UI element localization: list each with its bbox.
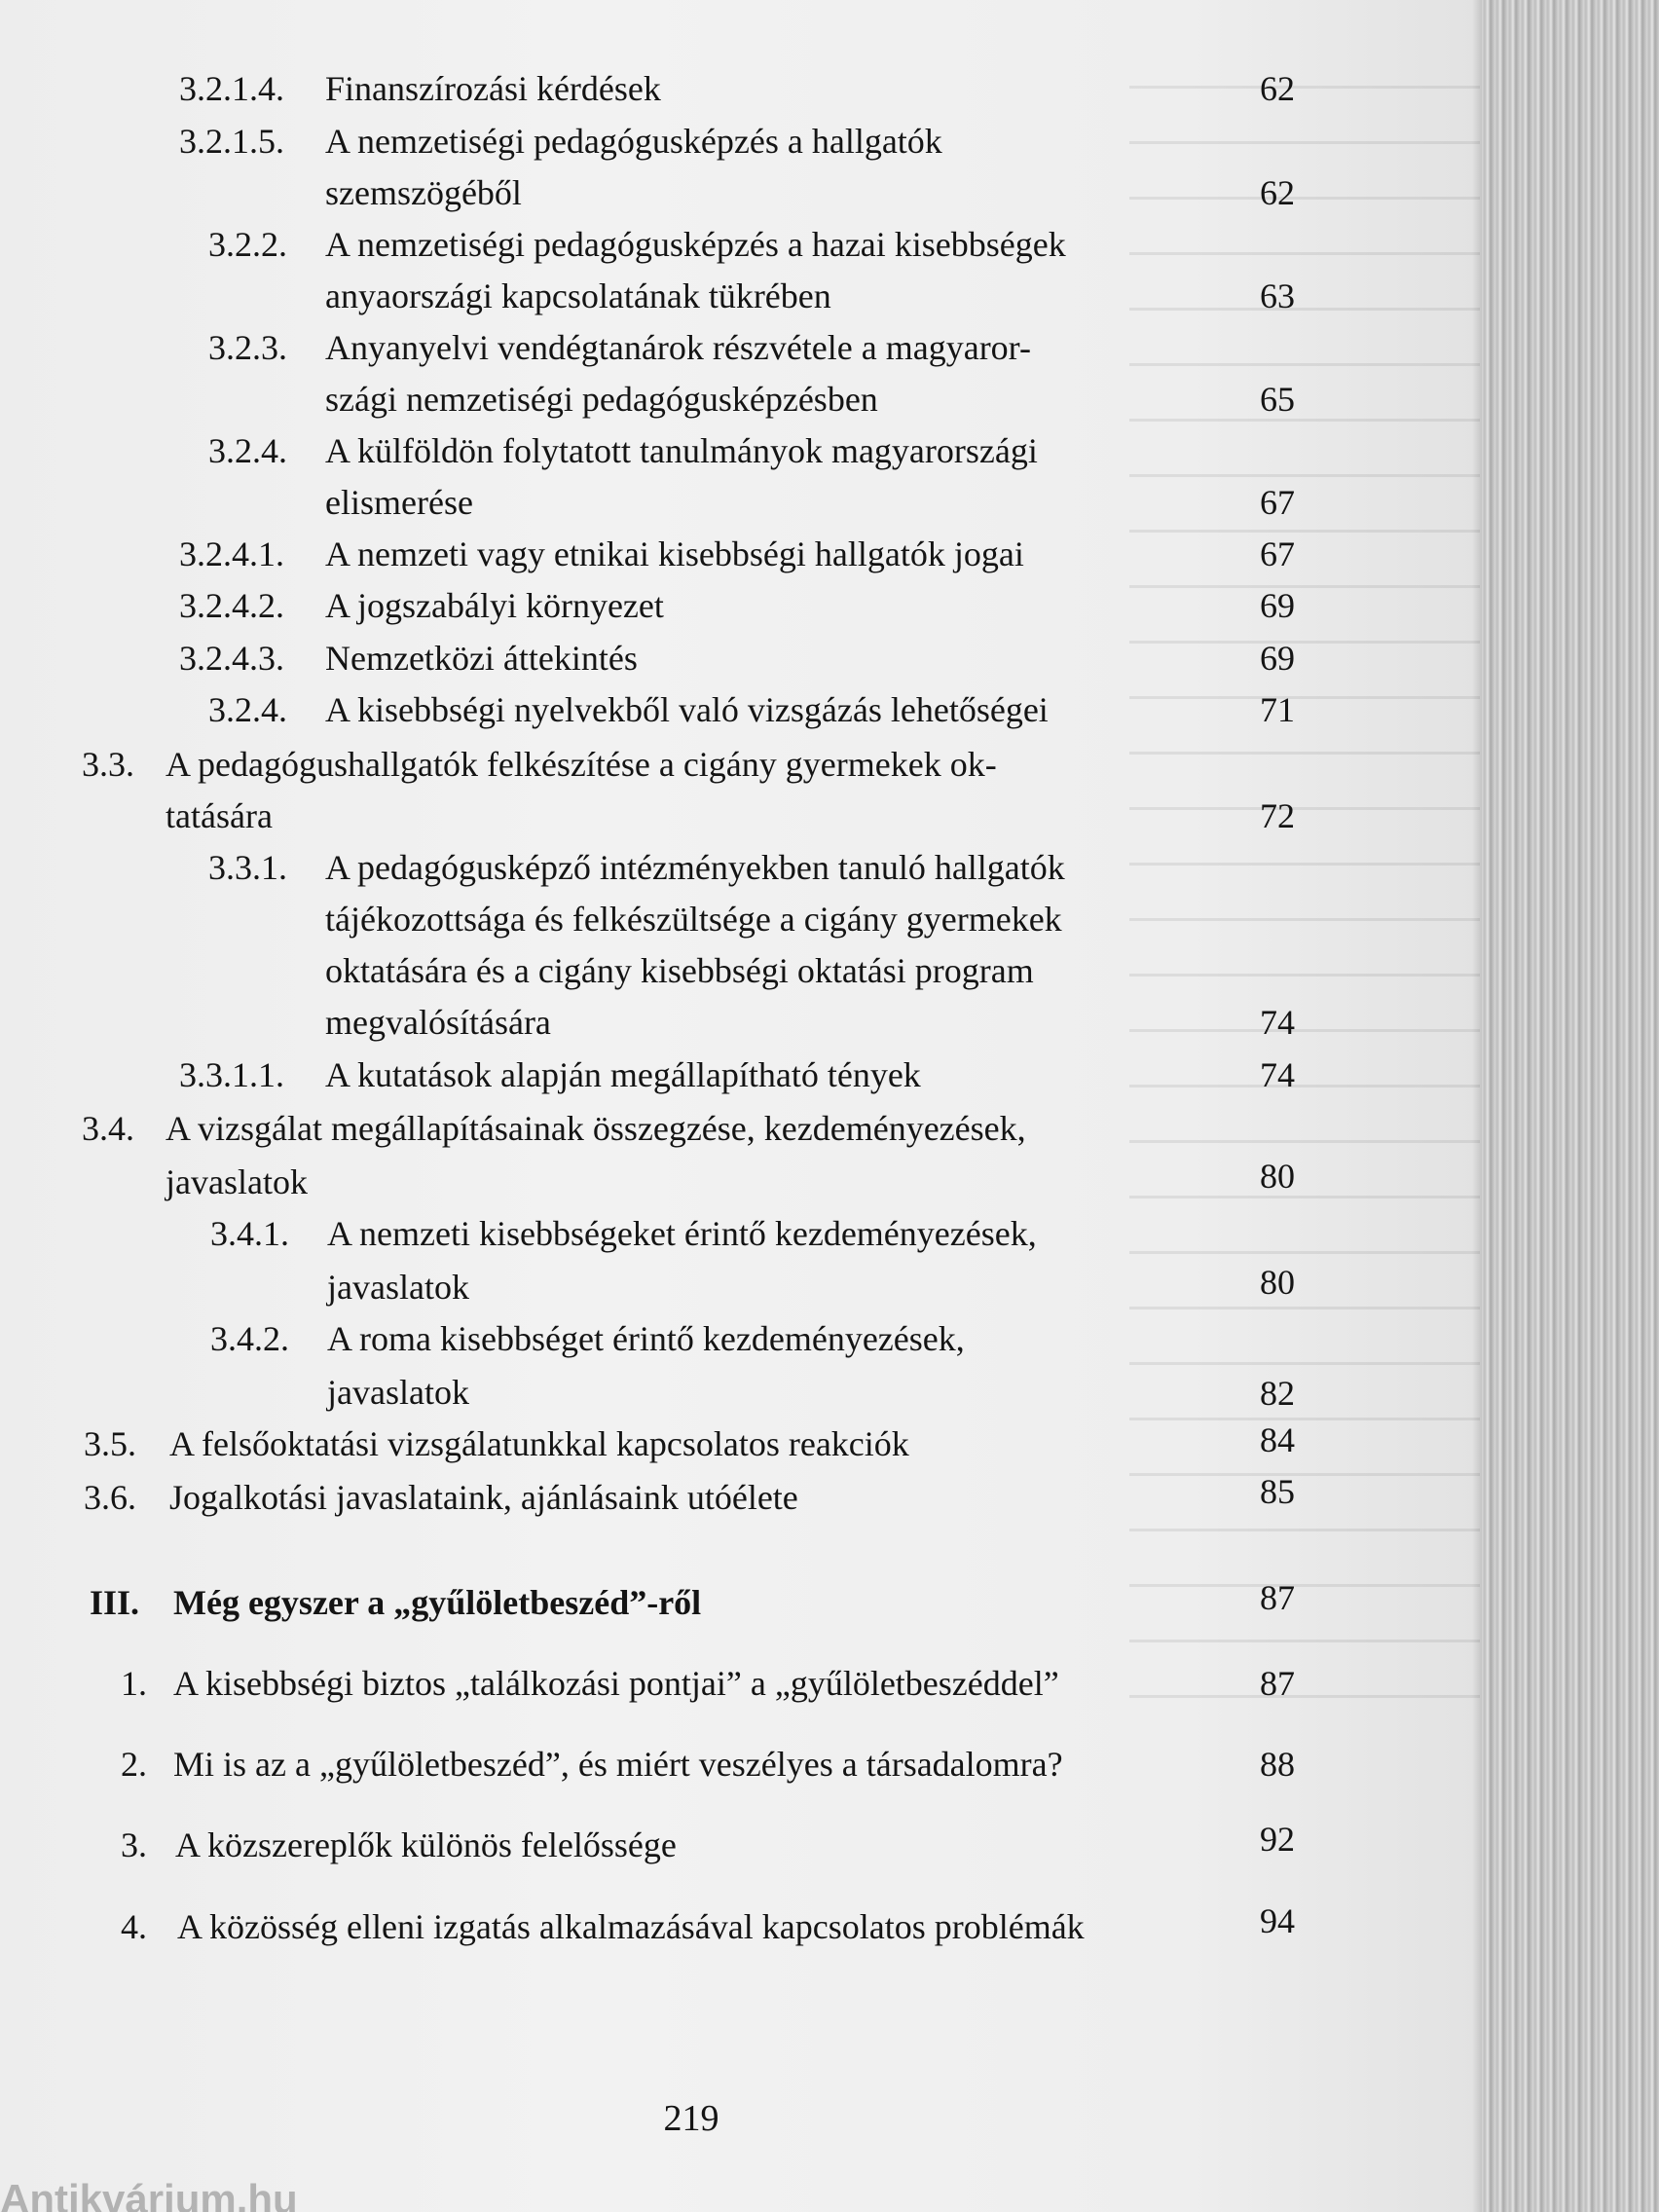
toc-entry-number: 3.2.4.3. [179, 639, 284, 678]
toc-entry-number: 3.4.2. [210, 1319, 289, 1358]
toc-entry-title: javaslatok [327, 1268, 469, 1307]
toc-entry-title: Mi is az a „gyűlöletbeszéd”, és miért veszélyes a társadalomra? [173, 1745, 1063, 1784]
toc-entry-page: 63 [1260, 276, 1295, 315]
toc-entry-number: 3.3.1.1. [179, 1055, 284, 1094]
toc-entry-title: szemszögéből [325, 173, 522, 212]
page-stack-edge [1482, 0, 1659, 2212]
toc-entry-page: 62 [1260, 69, 1295, 108]
toc-entry-title: A közösség elleni izgatás alkalmazásával kapcsolatos problémák [177, 1907, 1085, 1946]
toc-entry-title: A nemzeti vagy etnikai kisebbségi hallgatók jogai [325, 535, 1024, 573]
toc-entry-title: A kisebbségi nyelvekből való vizsgázás lehetőségei [325, 690, 1049, 729]
toc-entry-number: 3.4.1. [210, 1214, 289, 1253]
toc-entry-title: Még egyszer a „gyűlöletbeszéd”-ről [173, 1583, 702, 1622]
toc-entry-title: A külföldön folytatott tanulmányok magyarországi [325, 431, 1038, 470]
toc-entry-title: A nemzeti kisebbségeket érintő kezdeményezések, [327, 1214, 1037, 1253]
toc-entry-page: 65 [1260, 380, 1295, 419]
toc-entry-title: Anyanyelvi vendégtanárok részvétele a magyaror- [325, 328, 1031, 367]
toc-entry-number: 2. [121, 1745, 147, 1784]
toc-entry-number: 3.2.1.4. [179, 69, 284, 108]
toc-entry-title: A közszereplők különös felelőssége [175, 1825, 677, 1864]
toc-entry-number: III. [90, 1583, 140, 1622]
toc-entry-title: A jogszabályi környezet [325, 586, 664, 625]
toc-entry-title: anyaországi kapcsolatának tükrében [325, 276, 831, 315]
toc-entry-page: 87 [1260, 1578, 1295, 1617]
toc-entry-title: A felsőoktatási vizsgálatunkkal kapcsolatos reakciók [169, 1424, 909, 1463]
toc-entry-page: 74 [1260, 1003, 1295, 1042]
toc-entry-number: 3.6. [84, 1478, 136, 1517]
toc-entry-number: 3.2.4.2. [179, 586, 284, 625]
toc-entry-number: 3.2.2. [208, 225, 287, 264]
toc-entry-title: A pedagógushallgatók felkészítése a cigány gyermekek ok- [166, 745, 997, 784]
toc-entry-number: 4. [121, 1907, 147, 1946]
toc-entry-title: A nemzetiségi pedagógusképzés a hazai kisebbségek [325, 225, 1066, 264]
toc-entry-page: 69 [1260, 586, 1295, 625]
toc-entry-page: 74 [1260, 1055, 1295, 1094]
toc-entry-title: elismerése [325, 483, 473, 522]
toc-entry-title: Nemzetközi áttekintés [325, 639, 638, 678]
toc-entry-number: 3.4. [82, 1109, 134, 1148]
toc-entry-number: 3.2.4. [208, 431, 287, 470]
toc-entry-title: A kutatások alapján megállapítható tények [325, 1055, 921, 1094]
toc-entry-title: Finanszírozási kérdések [325, 69, 661, 108]
toc-entry-page: 71 [1260, 690, 1295, 729]
toc-entry-page: 92 [1260, 1820, 1295, 1859]
toc-entry-title: A nemzetiségi pedagógusképzés a hallgatók [325, 122, 942, 161]
toc-entry-page: 87 [1260, 1664, 1295, 1703]
toc-entry-number: 3. [121, 1825, 147, 1864]
toc-entry-title: A vizsgálat megállapításainak összegzése, kezdeményezések, [166, 1109, 1026, 1148]
toc-entry-title: A kisebbségi biztos „találkozási pontjai” a „gyűlöletbeszéddel” [173, 1664, 1059, 1703]
toc-entry-number: 3.3. [82, 745, 134, 784]
toc-entry-title: javaslatok [166, 1162, 308, 1201]
toc-entry-number: 1. [121, 1664, 147, 1703]
toc-entry-page: 67 [1260, 535, 1295, 573]
toc-entry-page: 88 [1260, 1745, 1295, 1784]
toc-entry-page: 84 [1260, 1420, 1295, 1459]
toc-entry-page: 94 [1260, 1901, 1295, 1940]
toc-entry-title: tatására [166, 796, 273, 835]
toc-entry-page: 72 [1260, 796, 1295, 835]
toc-entry-number: 3.5. [84, 1424, 136, 1463]
page-number: 219 [663, 2098, 719, 2139]
toc-entry-number: 3.3.1. [208, 848, 287, 887]
toc-entry-page: 62 [1260, 173, 1295, 212]
toc-entry-title: A roma kisebbséget érintő kezdeményezések, [327, 1319, 965, 1358]
toc-entry-title: megvalósítására [325, 1003, 551, 1042]
watermark: Antikvárium.hu [0, 2176, 298, 2212]
toc-entry-page: 69 [1260, 639, 1295, 678]
toc-entry-title: javaslatok [327, 1373, 469, 1412]
toc-entry-page: 82 [1260, 1374, 1295, 1413]
toc-entry-number: 3.2.1.5. [179, 122, 284, 161]
toc-entry-number: 3.2.3. [208, 328, 287, 367]
toc-entry-number: 3.2.4.1. [179, 535, 284, 573]
toc-entry-page: 80 [1260, 1157, 1295, 1196]
toc-entry-page: 85 [1260, 1472, 1295, 1511]
toc-entry-title: A pedagógusképző intézményekben tanuló hallgatók [325, 848, 1065, 887]
toc-entry-title: szági nemzetiségi pedagógusképzésben [325, 380, 878, 419]
toc-entry-page: 80 [1260, 1263, 1295, 1302]
toc-entry-title: Jogalkotási javaslataink, ajánlásaink utóélete [169, 1478, 798, 1517]
toc-entry-number: 3.2.4. [208, 690, 287, 729]
toc-entry-page: 67 [1260, 483, 1295, 522]
toc-entry-title: tájékozottsága és felkészültsége a cigány gyermekek [325, 900, 1062, 939]
toc-entry-title: oktatására és a cigány kisebbségi oktatási program [325, 951, 1034, 990]
